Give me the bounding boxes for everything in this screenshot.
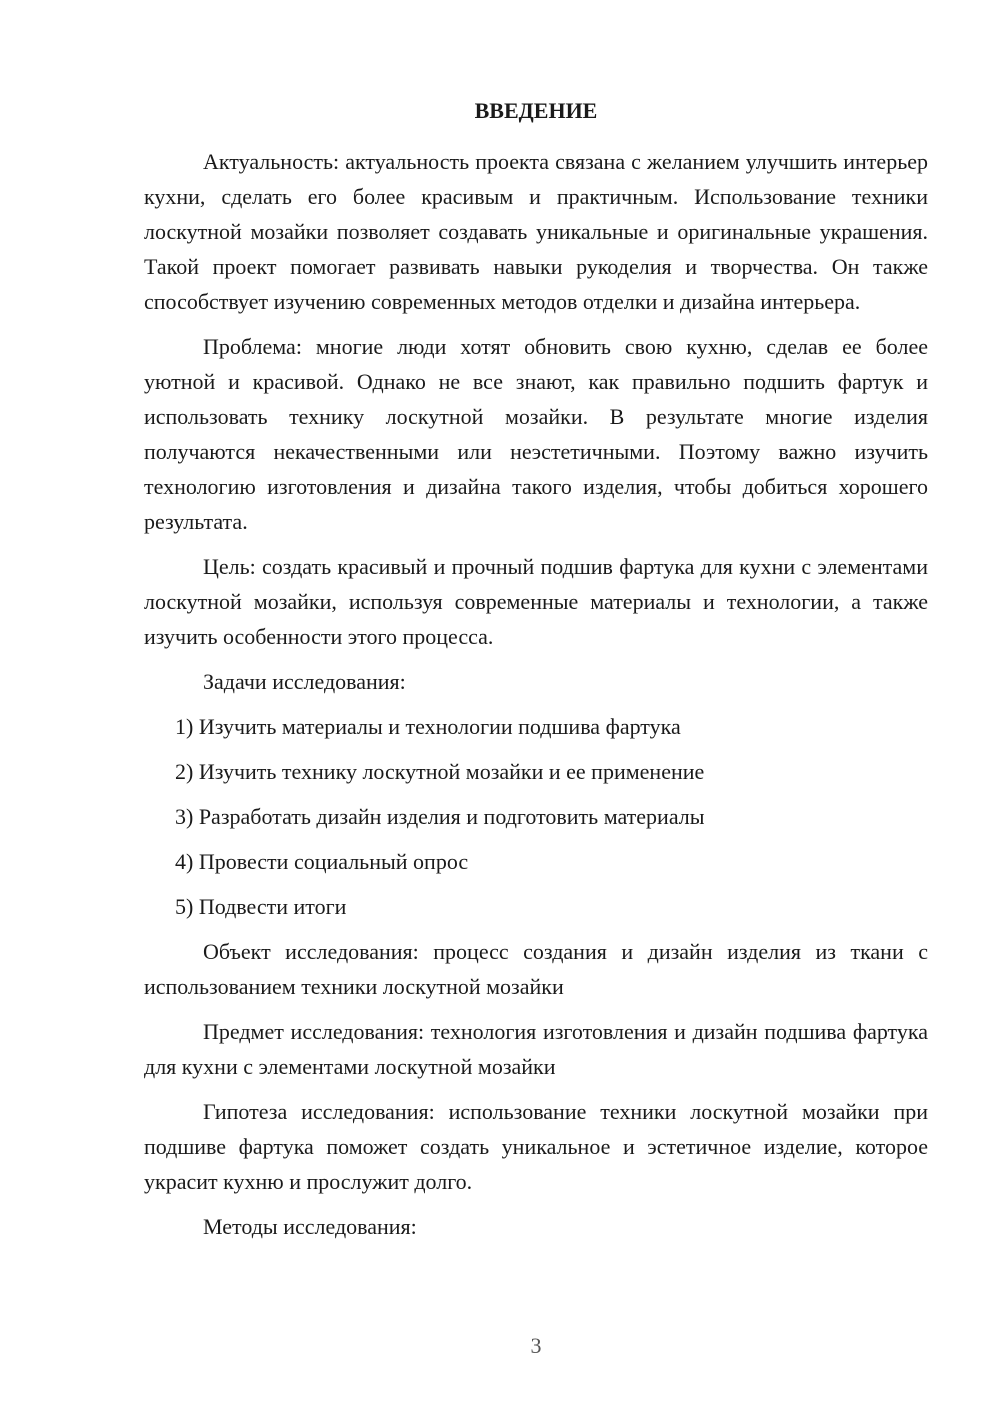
page-number: 3 — [530, 1333, 542, 1358]
object-paragraph: Объект исследования: процесс создания и дизайн изделия из ткани с использованием техники лоскутной мозайки — [144, 939, 928, 999]
problem-paragraph: Проблема: многие люди хотят обновить свою кухню, сделав ее более уютной и красивой. Однако не все знают, как правильно подшить фартук и использовать технику лоскутной мозайки. В результате многие изделия получаются некачественными или неэстетичными. Поэтому важно изучить технологию изготовления и дизайна такого изделия, чтобы добиться хорошего результата. — [144, 334, 928, 534]
tasks-heading: Задачи исследования: — [203, 669, 406, 694]
methods-heading: Методы исследования: — [203, 1214, 417, 1239]
tasks-list — [144, 709, 928, 924]
hypothesis-paragraph: Гипотеза исследования: использование техники лоскутной мозайки при подшиве фартука поможет создать уникальное и эстетичное изделие, которое украсит кухню и прослужит долго. — [144, 1099, 928, 1194]
list-item: 2) Изучить технику лоскутной мозайки и ее применение — [175, 759, 705, 784]
list-item: 5) Подвести итоги — [175, 894, 347, 919]
body-text — [144, 144, 928, 1254]
list-item: 4) Провести социальный опрос — [175, 849, 469, 874]
list-item: 1) Изучить материалы и технологии подшива фартука — [175, 714, 681, 739]
goal-paragraph: Цель: создать красивый и прочный подшив фартука для кухни с элементами лоскутной мозайки, используя современные материалы и технологии, а также изучить особенности этого процесса. — [144, 554, 928, 649]
list-item: 3) Разработать дизайн изделия и подготовить материалы — [175, 804, 705, 829]
relevance-paragraph: Актуальность: актуальность проекта связана с желанием улучшить интерьер кухни, сделать его более красивым и практичным. Использование техники лоскутной мозайки позволяет создавать уникальные и оригинальные украшения. Такой проект помогает развивать навыки рукоделия и творчества. Он также способствует изучению современных методов отделки и дизайна интерьера. — [144, 149, 928, 314]
page-title: ВВЕДЕНИЕ — [474, 98, 598, 123]
subject-paragraph: Предмет исследования: технология изготовления и дизайн подшива фартука для кухни с элементами лоскутной мозайки — [144, 1019, 928, 1079]
